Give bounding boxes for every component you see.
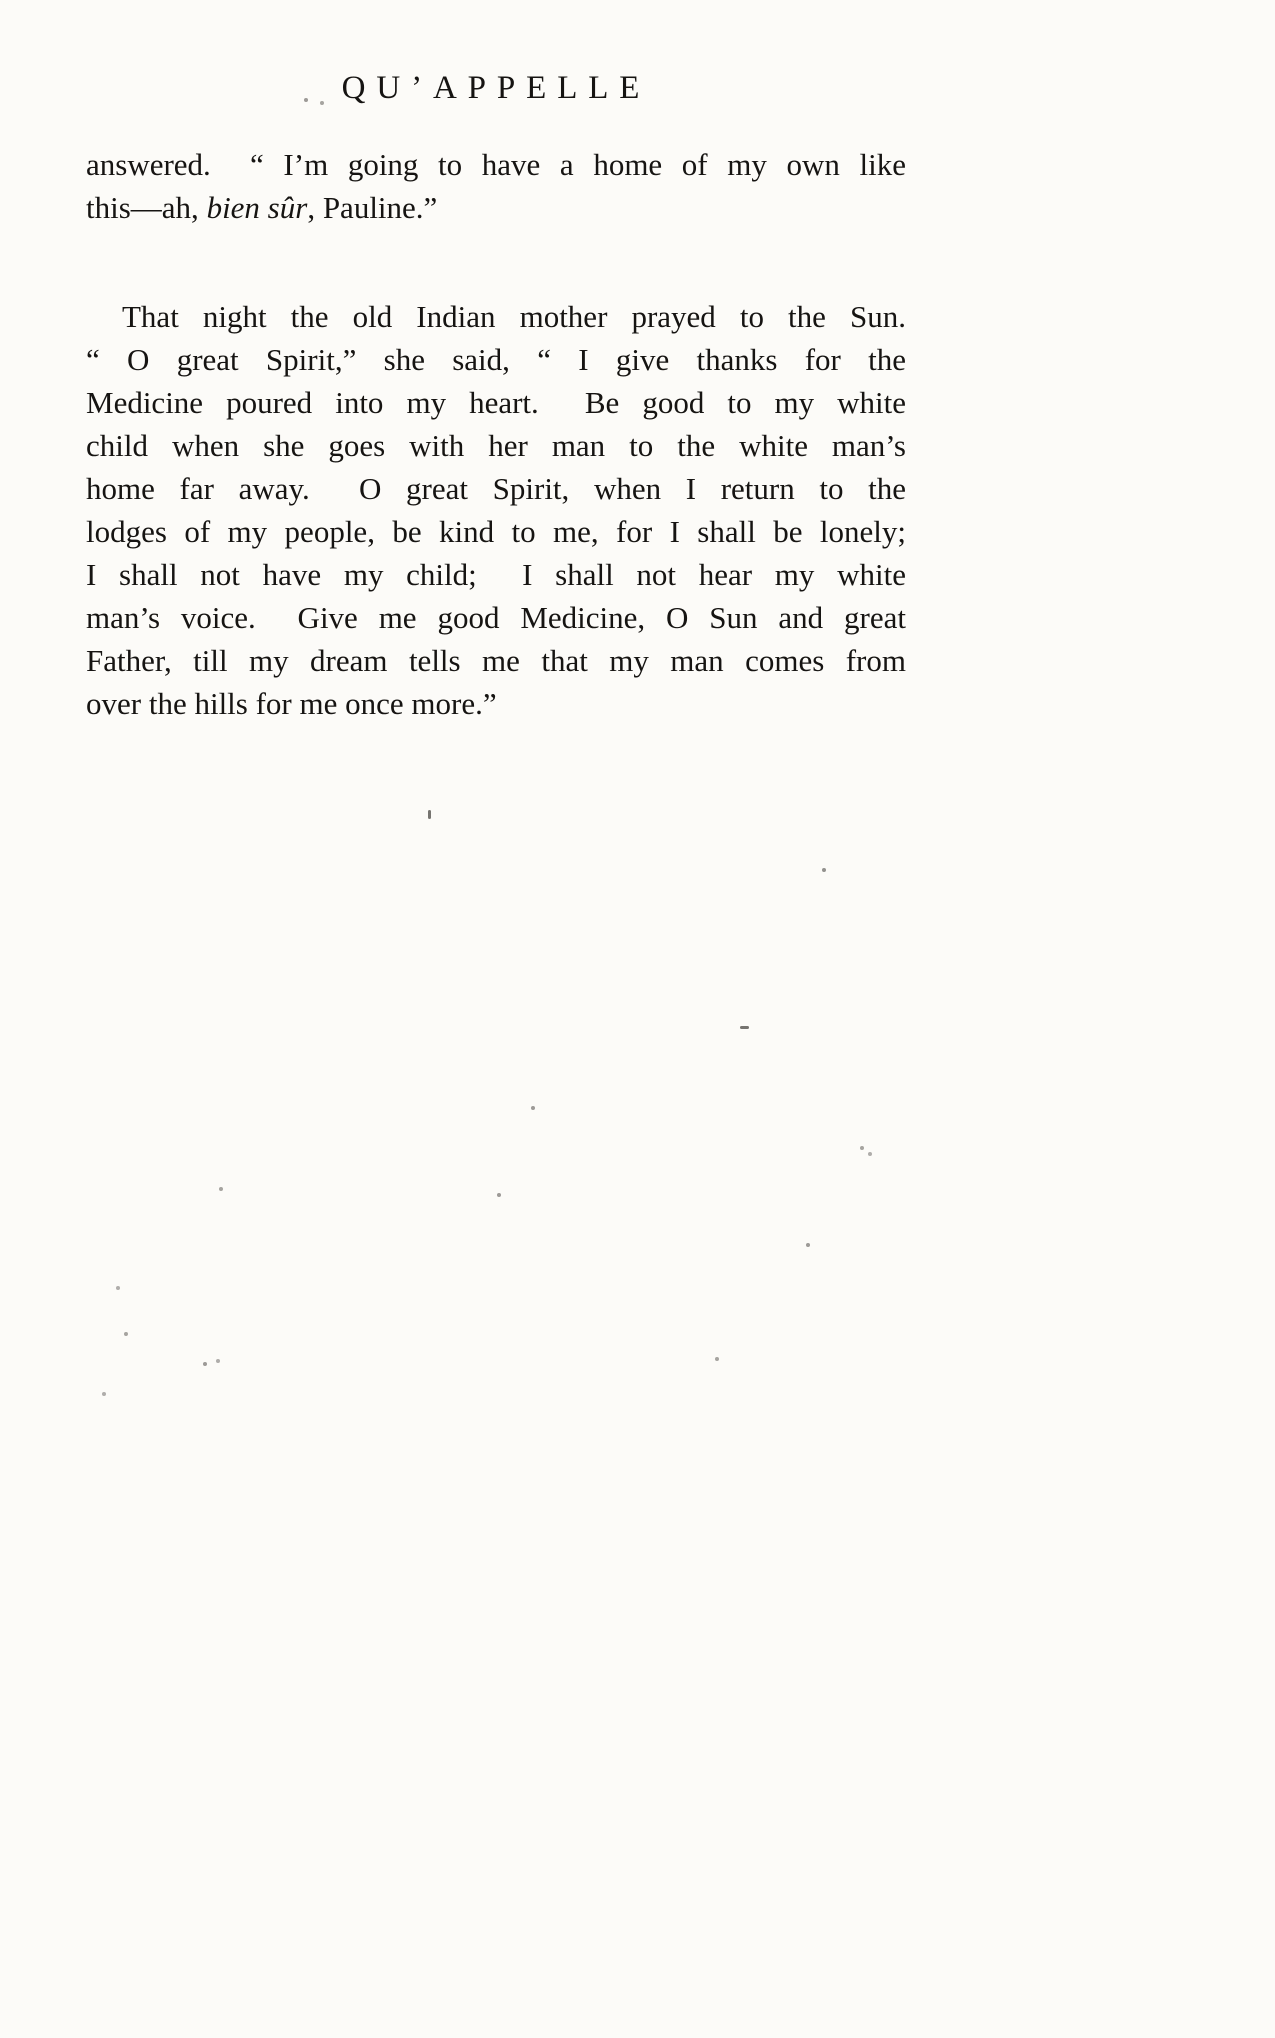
text-line <box>86 639 906 682</box>
text-line <box>86 467 906 510</box>
text-segment: this—ah, <box>86 190 207 225</box>
text-segment: answered. “ I’m going to have a home of my own like <box>86 147 906 182</box>
text-segment: home far away. O great Spirit, when I return to the <box>86 471 906 506</box>
scan-speck <box>497 1193 501 1197</box>
text-line <box>86 143 906 186</box>
scan-speck <box>868 1152 872 1156</box>
text-line <box>86 596 906 639</box>
text-segment: That night the old Indian mother prayed to the Sun. <box>122 299 906 334</box>
text-line <box>86 424 906 467</box>
text-line <box>86 553 906 596</box>
text-segment: Medicine poured into my heart. Be good to my white <box>86 385 906 420</box>
running-head-title: QU’APPELLE <box>341 70 651 106</box>
text-segment: child when she goes with her man to the white man’s <box>86 428 906 463</box>
scan-speck <box>219 1187 223 1191</box>
text-segment: over the hills for me once more.” <box>86 686 497 721</box>
scan-speck <box>740 1026 749 1029</box>
text-line <box>86 381 906 424</box>
text-segment: Father, till my dream tells me that my man comes from <box>86 643 906 678</box>
text-line <box>86 682 906 725</box>
scan-speck <box>822 868 826 872</box>
scan-speck <box>715 1357 719 1361</box>
scan-speck <box>102 1392 106 1396</box>
scan-speck <box>806 1243 810 1247</box>
text-line <box>86 186 906 229</box>
scan-speck <box>531 1106 535 1110</box>
scan-speck <box>428 810 431 819</box>
text-segment: man’s voice. Give me good Medicine, O Sun and great <box>86 600 906 635</box>
text-segment: , Pauline.” <box>307 190 438 225</box>
text-line <box>86 510 906 553</box>
italic-text: bien sûr <box>206 190 308 225</box>
text-column <box>86 70 906 725</box>
scan-speck <box>860 1146 864 1150</box>
scan-speck <box>116 1286 120 1290</box>
paragraph <box>86 143 906 229</box>
text-line <box>86 295 906 338</box>
body-text <box>86 143 906 725</box>
text-segment: I shall not have my child; I shall not hear my white <box>86 557 906 592</box>
scan-speck <box>216 1359 220 1363</box>
text-segment: lodges of my people, be kind to me, for I shall be lonely; <box>86 514 906 549</box>
scan-speck <box>124 1332 128 1336</box>
scan-speck <box>203 1362 207 1366</box>
text-segment: “ O great Spirit,” she said, “ I give thanks for the <box>86 342 906 377</box>
scan-speck <box>320 101 324 105</box>
text-line <box>86 338 906 381</box>
scan-speck <box>304 98 308 102</box>
paragraph <box>86 295 906 725</box>
